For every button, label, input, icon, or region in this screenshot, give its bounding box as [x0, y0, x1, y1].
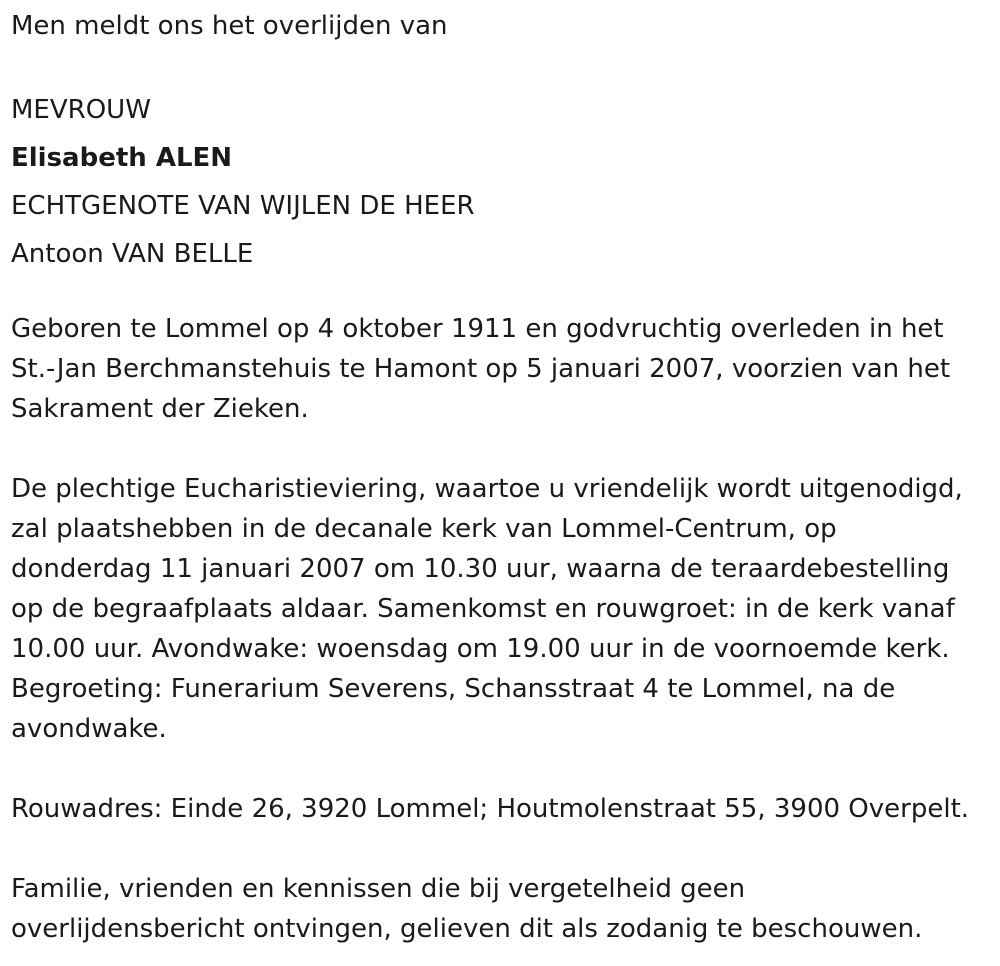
deceased-name: Elisabeth ALEN [11, 143, 233, 173]
mourning-address-paragraph [11, 789, 986, 829]
funeral-service-paragraph [11, 469, 986, 749]
paragraph-line: St.-Jan Berchmanstehuis te Hamont op 5 januari 2007, voorzien van het [11, 354, 951, 384]
paragraph-line: donderdag 11 januari 2007 om 10.30 uur, waarna de teraardebestelling [11, 554, 950, 584]
salutation: MEVROUW [11, 95, 151, 125]
paragraph-line: avondwake. [11, 714, 167, 744]
paragraph-line: overlijdensbericht ontvingen, gelieven dit als zodanig te beschouwen. [11, 914, 923, 944]
paragraph-line: op de begraafplaats aldaar. Samenkomst en rouwgroet: in de kerk vanaf [11, 594, 955, 624]
closing-paragraph [11, 869, 986, 949]
paragraph-line: Rouwadres: Einde 26, 3920 Lommel; Houtmolenstraat 55, 3900 Overpelt. [11, 794, 970, 824]
paragraph-line: Sakrament der Zieken. [11, 394, 309, 424]
paragraph-line: Geboren te Lommel op 4 oktober 1911 en godvruchtig overleden in het [11, 314, 944, 344]
paragraph-line: Familie, vrienden en kennissen die bij vergetelheid geen [11, 874, 746, 904]
spouse-label: ECHTGENOTE VAN WIJLEN DE HEER [11, 191, 475, 221]
paragraph-line: De plechtige Eucharistieviering, waartoe u vriendelijk wordt uitgenodigd, [11, 474, 963, 504]
paragraph-line: zal plaatshebben in de decanale kerk van Lommel-Centrum, op [11, 514, 837, 544]
paragraph-line: Begroeting: Funerarium Severens, Schansstraat 4 te Lommel, na de [11, 674, 896, 704]
spouse-name: Antoon VAN BELLE [11, 239, 254, 269]
birth-death-paragraph [11, 309, 986, 429]
deceased-block [11, 86, 986, 278]
paragraph-line: 10.00 uur. Avondwake: woensdag om 19.00 uur in de voornoemde kerk. [11, 634, 950, 664]
intro-text: Men meldt ons het overlijden van [11, 11, 448, 41]
